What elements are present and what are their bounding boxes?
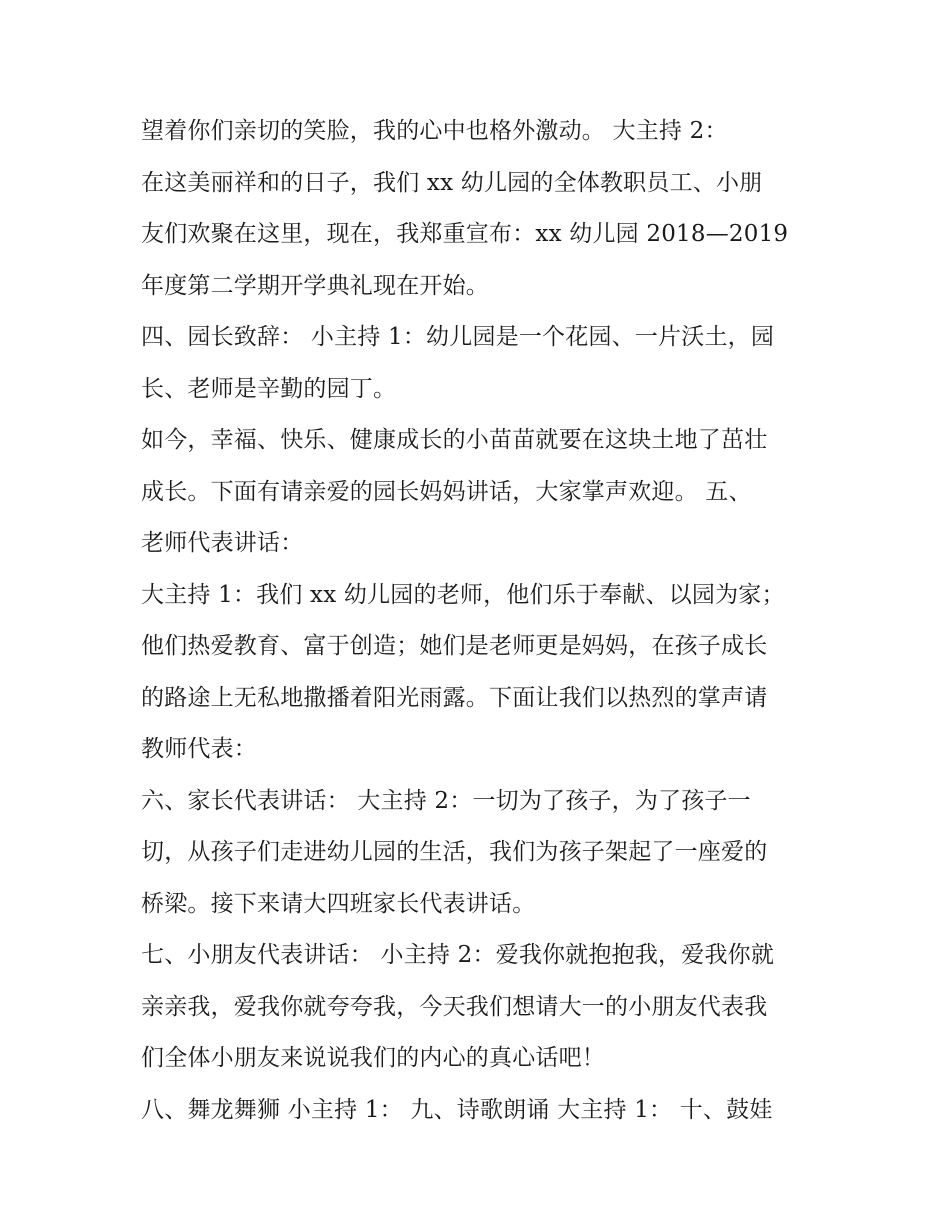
text-line: 年度第二学期开学典礼现在开始。	[141, 272, 489, 299]
text-line: 老师代表讲话：	[141, 530, 304, 556]
text-line: 们全体小朋友来说说我们的内心的真心话吧！	[141, 1045, 605, 1071]
text-line: 友们欢聚在这里，现在，我郑重宣布：xx 幼儿园 2018—2019	[141, 221, 789, 247]
text-line: 四、园长致辞： 小主持 1：幼儿园是一个花园、一片沃土，园	[141, 324, 775, 350]
text-line: 切，从孩子们走进幼儿园的生活，我们为孩子架起了一座爱的	[141, 839, 768, 865]
text-line: 长、老师是辛勤的园丁。	[141, 375, 397, 402]
text-line: 的路途上无私地撒播着阳光雨露。下面让我们以热烈的掌声请	[141, 684, 768, 711]
text-line: 望着你们亲切的笑脸，我的心中也格外激动。 大主持 2：	[141, 118, 728, 144]
text-line: 七、小朋友代表讲话： 小主持 2：爱我你就抱抱我，爱我你就	[141, 942, 775, 968]
text-line: 六、家长代表讲话： 大主持 2：一切为了孩子，为了孩子一	[141, 787, 751, 814]
text-line: 如今，幸福、快乐、健康成长的小苗苗就要在这块土地了茁壮	[141, 427, 768, 453]
text-line: 他们热爱教育、富于创造；她们是老师更是妈妈，在孩子成长	[141, 633, 768, 659]
text-line: 亲亲我，爱我你就夸夸我，今天我们想请大一的小朋友代表我	[141, 993, 768, 1020]
document-body	[141, 106, 821, 1136]
text-line: 成长。下面有请亲爱的园长妈妈讲话，大家掌声欢迎。 五、	[141, 478, 752, 505]
text-line: 八、舞龙舞狮 小主持 1： 九、诗歌朗诵 大主持 1： 十、鼓娃	[141, 1096, 773, 1123]
text-line: 桥梁。接下来请大四班家长代表讲话。	[141, 890, 536, 917]
text-line: 教师代表：	[141, 736, 257, 762]
text-line: 在这美丽祥和的日子，我们 xx 幼儿园的全体教职员工、小朋	[141, 169, 763, 196]
text-line: 大主持 1：我们 xx 幼儿园的老师，他们乐于奉献、以园为家；	[141, 581, 785, 608]
